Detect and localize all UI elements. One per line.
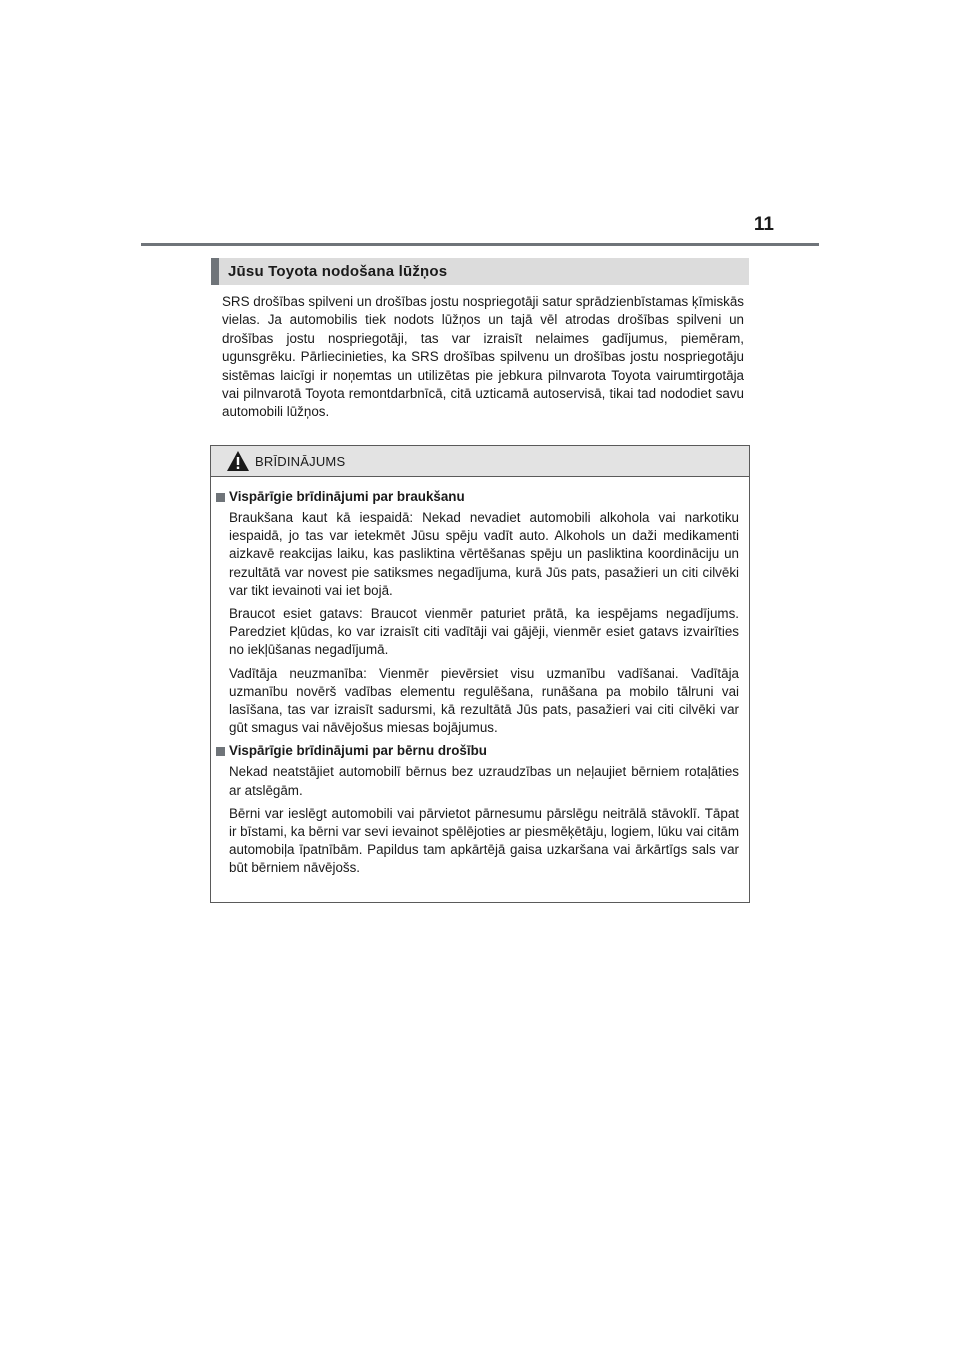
warning-group-heading-text: Vispārīgie brīdinājumi par bērnu drošību (229, 743, 487, 759)
warning-body (211, 477, 749, 878)
warning-group-heading (216, 488, 739, 506)
page-number: 11 (753, 214, 774, 235)
warning-triangle-icon (226, 450, 250, 472)
header-rule (141, 243, 819, 246)
warning-box (210, 445, 750, 903)
warning-paragraph: Vadītāja neuzmanība: Vienmēr pievērsiet visu uzmanību vadīšanai. Vadītāja uzmanību novērš vadības elementu regulēšana, runāšana pa mobilo tālruni vai lasīšana, tas var izraisīt sadursmi, kā rezultātā Jūs pats, pasažieri vai citi cilvēki var gūt smagus vai nāvējošus miesas bojājumus. (229, 665, 739, 736)
warning-paragraph: Nekad neatstājiet automobilī bērnus bez uzraudzības un neļaujiet bērniem rotaļāties ar atslēgām. (229, 764, 739, 798)
warning-paragraph: Braucot esiet gatavs: Braucot vienmēr paturiet prātā, ka iespējams negadījums. Paredziet kļūdas, ko var izraisīt citi vadītāji vai gājēji, vienmēr esiet gatavs izvairīties no iekļūšanas negadījumā. (229, 606, 739, 658)
warning-group-heading-text: Vispārīgie brīdinājumi par braukšanu (229, 489, 465, 504)
warning-header (211, 446, 749, 477)
square-bullet-icon (216, 493, 225, 502)
warning-paragraph: Bērni var ieslēgt automobili vai pārvietot pārnesumu pārslēgu neitrālā stāvoklī. Tāpat ir bīstami, ka bērni var sevi ievainot spēlējoties ar piesmēķētāju, logiem, lūku vai citām automobiļa īpatnībām. Papildus tam apkārtējā gaisa uzkaršana vai ārkārtīgs sals var būt bērniem nāvējošs. (229, 805, 739, 876)
intro-paragraph: SRS drošības spilveni un drošības jostu nospriegotāji satur sprādzienbīstamas ķīmiskās vielas. Ja automobilis tiek nodots lūžņos un tajā vēl atrodas drošības spilveni un drošības jostu nospriegotāji, tas var izraisīt nelaimes gadījumus, piemēram, ugunsgrēku. Pārliecinieties, ka SRS drošības spilvenu un drošības jostu nospriegotāju sistēmas laicīgi ir noņemtas un utilizētas pie jebkura pilnvarota Toyota vairumtirgotāja vai pilnvarotā Toyota remontdarbnīcā, citā uzticamā autoservisā, tikai tad nododiet savu automobili lūžņos. (222, 294, 744, 420)
warning-group-heading (216, 742, 739, 760)
warning-title: BRĪDINĀJUMS (255, 453, 346, 469)
square-bullet-icon (216, 747, 225, 756)
section-heading: Jūsu Toyota nodošana lūžņos (211, 258, 749, 285)
warning-paragraph: Braukšana kaut kā iespaidā: Nekad nevadiet automobili alkohola vai narkotiku iespaidā, jo tas var ietekmēt Jūsu spēju vadīt auto. Alkohols un daži medikamenti aizkavē reakcijas laiku, kas pasliktina vērtēšanas spēju un pasliktina koordināciju un rezultātā var novest pie satiksmes negadījuma, kurā Jūs pats, pasažieri un citi cilvēki var tikt ievainoti vai iet bojā. (229, 510, 739, 598)
